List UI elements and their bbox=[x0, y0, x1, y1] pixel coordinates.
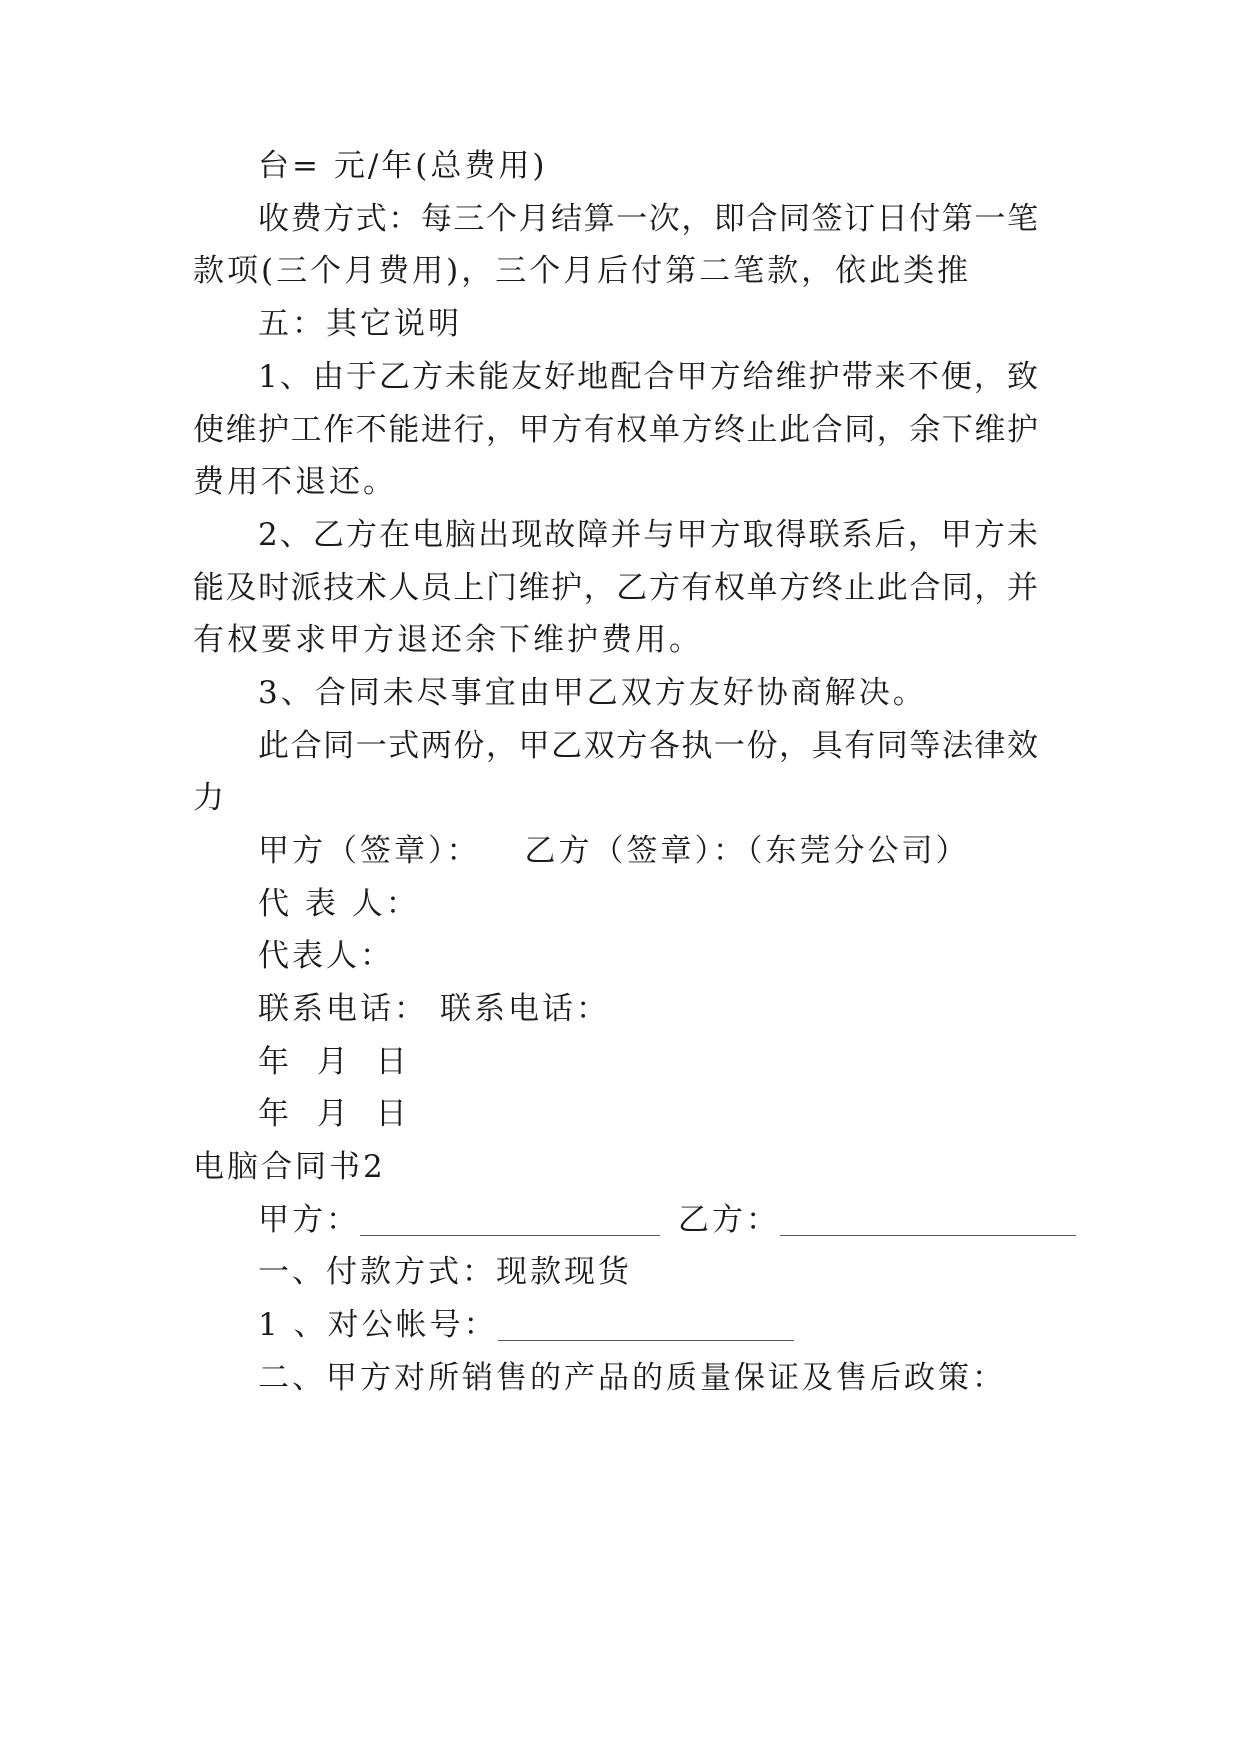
item-2-line-2: 能及时派技术人员上门维护，乙方有权单方终止此合同，并 bbox=[193, 570, 1038, 606]
item-1-line-3: 费用不退还。 bbox=[193, 464, 397, 500]
party-a-blank bbox=[360, 1205, 660, 1236]
representative-label: 代表人： bbox=[258, 938, 394, 974]
copies-line-2: 力 bbox=[193, 780, 227, 816]
item-3-line: 3、合同未尽事宜由甲乙双方友好协商解决。 bbox=[258, 675, 927, 711]
party-b-blank bbox=[780, 1205, 1076, 1236]
party-b-signature-label: 乙方（签章）：（东莞分公司） bbox=[524, 833, 970, 869]
copies-line-1: 此合同一式两份，甲乙双方各执一份，具有同等法律效 bbox=[258, 728, 1038, 764]
party-a-signature-label: 甲方（签章）： bbox=[258, 833, 481, 869]
party-a-label: 甲方： bbox=[258, 1202, 360, 1238]
parties-line bbox=[258, 1200, 1076, 1240]
party-b-label: 乙方： bbox=[678, 1202, 780, 1238]
payment-terms-line: 一、付款方式：现款现货 bbox=[258, 1254, 632, 1290]
date-line-2: 年 月 日 bbox=[258, 1096, 410, 1132]
fee-total-line: 台= 元/年(总费用) bbox=[258, 148, 548, 184]
item-1-line-2: 使维护工作不能进行，甲方有权单方终止此合同，余下维护 bbox=[193, 412, 1038, 448]
date-line-1: 年 月 日 bbox=[258, 1044, 410, 1080]
signature-line bbox=[258, 831, 970, 871]
account-blank bbox=[498, 1310, 794, 1341]
account-label: 1 、对公帐号： bbox=[258, 1307, 498, 1343]
payment-method-line-2: 款项(三个月费用)，三个月后付第二笔款，依此类推 bbox=[193, 253, 972, 289]
item-2-line-3: 有权要求甲方退还余下维护费用。 bbox=[193, 622, 703, 658]
account-line bbox=[258, 1305, 794, 1345]
contact-phone-line bbox=[258, 989, 610, 1029]
quality-policy-title: 二、甲方对所销售的产品的质量保证及售后政策： bbox=[258, 1360, 1006, 1396]
payment-method-line-1: 收费方式：每三个月结算一次，即合同签订日付第一笔 bbox=[258, 201, 1038, 237]
contract-2-title: 电脑合同书2 bbox=[193, 1149, 386, 1185]
representative-spaced-label: 代 表 人： bbox=[258, 886, 420, 922]
contact-phone-b: 联系电话： bbox=[440, 991, 610, 1027]
item-1-line-1: 1、由于乙方未能友好地配合甲方给维护带来不便，致 bbox=[258, 359, 1038, 395]
section-5-title: 五：其它说明 bbox=[258, 306, 462, 342]
item-2-line-1: 2、乙方在电脑出现故障并与甲方取得联系后，甲方未 bbox=[258, 517, 1038, 553]
contact-phone-a: 联系电话： bbox=[258, 991, 428, 1027]
